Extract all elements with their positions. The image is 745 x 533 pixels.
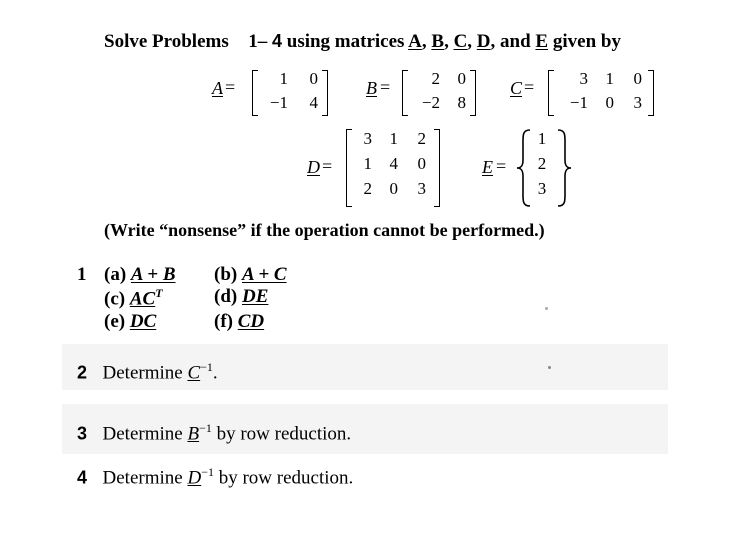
problem4-end: by row reduction. bbox=[218, 467, 354, 489]
nonsense-note: (Write “nonsense” if the operation cannot be performed.) bbox=[104, 220, 545, 240]
problem2-sup: −1 bbox=[200, 360, 213, 374]
matrix-d-cell: 1 bbox=[363, 154, 372, 173]
problem3-text: Determine bbox=[102, 423, 183, 445]
matrix-b-cell: 8 bbox=[457, 93, 466, 112]
header-middle: using matrices bbox=[286, 31, 405, 52]
header-range-end: 4 bbox=[271, 31, 282, 51]
problem1-part-e bbox=[104, 311, 156, 333]
vector-e-right-brace bbox=[556, 128, 572, 208]
matrix-d-cell: 3 bbox=[417, 179, 426, 198]
header-sep4: , and bbox=[490, 31, 531, 52]
problem3-sup: −1 bbox=[199, 421, 212, 435]
matrix-b-equals: = bbox=[380, 77, 391, 97]
matrix-a-cell: −1 bbox=[269, 93, 288, 112]
header-prefix: Solve Problems bbox=[104, 31, 229, 52]
matrix-b-cell: 2 bbox=[431, 69, 440, 88]
problem1-part-c bbox=[104, 286, 163, 310]
header-suffix: given by bbox=[552, 31, 621, 52]
matrix-c-cell: 3 bbox=[633, 93, 642, 112]
problem1-part-d bbox=[214, 286, 268, 308]
matrix-d-left-bracket bbox=[346, 129, 352, 207]
problem2-matrix: C bbox=[187, 362, 201, 384]
matrix-c-cell: 1 bbox=[605, 69, 614, 88]
matrix-d-cell: 1 bbox=[389, 129, 398, 148]
part-tag: (c) bbox=[104, 288, 126, 310]
problem4-number: 4 bbox=[77, 467, 88, 488]
header-matrix-c: C bbox=[453, 31, 468, 52]
matrix-b-label: B bbox=[366, 78, 377, 98]
problem2-line bbox=[77, 360, 218, 384]
problem3-line bbox=[77, 421, 351, 445]
scan-speck bbox=[545, 307, 548, 310]
problem4-matrix: D bbox=[187, 467, 202, 489]
matrix-c-left-bracket bbox=[548, 70, 554, 116]
matrix-b-cell: −2 bbox=[421, 93, 440, 112]
matrix-c-cell: 0 bbox=[605, 93, 614, 112]
part-tag: (a) bbox=[104, 264, 127, 285]
part-expr: AC bbox=[129, 288, 156, 310]
matrix-a-right-bracket bbox=[322, 70, 328, 116]
matrix-a-equals: = bbox=[225, 77, 236, 97]
vector-e-left-brace bbox=[516, 128, 532, 208]
matrix-a-cell: 0 bbox=[309, 69, 318, 88]
matrix-c-cell: −1 bbox=[569, 93, 588, 112]
part-tag: (f) bbox=[214, 311, 233, 332]
header-matrix-d: D bbox=[476, 31, 491, 52]
matrix-c-label: C bbox=[510, 78, 523, 98]
part-tag: (e) bbox=[104, 311, 126, 332]
matrix-d-cell: 3 bbox=[363, 129, 372, 148]
part-expr: DE bbox=[241, 286, 269, 307]
matrix-d-cell: 4 bbox=[389, 154, 398, 173]
matrix-d-cell: 2 bbox=[363, 179, 372, 198]
header-range-start: 1– bbox=[248, 31, 268, 52]
matrix-b-cell: 0 bbox=[457, 69, 466, 88]
part-expr: DC bbox=[129, 311, 157, 332]
part-sup: T bbox=[155, 286, 163, 300]
problem3-matrix: B bbox=[187, 423, 200, 445]
problem4-text: Determine bbox=[102, 467, 183, 489]
matrix-d-cell: 0 bbox=[389, 179, 398, 198]
vector-e-cell: 1 bbox=[537, 129, 547, 148]
matrix-c-cell: 3 bbox=[579, 69, 588, 88]
part-tag: (d) bbox=[214, 286, 238, 307]
part-expr: CD bbox=[237, 311, 265, 332]
matrix-d-cell: 2 bbox=[417, 129, 426, 148]
problem2-end: . bbox=[212, 362, 218, 384]
part-tag: (b) bbox=[214, 264, 238, 285]
header-sep2: , bbox=[444, 31, 449, 52]
header-sep1: , bbox=[421, 31, 427, 52]
problem3-end: by row reduction. bbox=[216, 423, 352, 445]
problem1-number: 1 bbox=[77, 264, 87, 285]
problem1-part-a bbox=[104, 264, 176, 286]
header-sep3: , bbox=[467, 31, 473, 52]
matrix-a-cell: 4 bbox=[309, 93, 318, 112]
matrix-d-right-bracket bbox=[434, 129, 440, 207]
part-expr: A + B bbox=[130, 264, 176, 285]
matrix-a-left-bracket bbox=[252, 70, 258, 116]
problem1-part-f bbox=[214, 311, 264, 333]
scan-speck bbox=[548, 366, 551, 369]
problem4-line bbox=[77, 465, 353, 489]
header-matrix-e: E bbox=[535, 31, 549, 52]
matrix-d-equals: = bbox=[322, 156, 333, 176]
header-line bbox=[104, 31, 621, 53]
matrix-d-cell: 0 bbox=[417, 154, 426, 173]
matrix-c-right-bracket bbox=[648, 70, 654, 116]
matrix-a-label: A bbox=[212, 78, 223, 98]
matrix-d-label: D bbox=[307, 157, 320, 177]
header-matrix-b: B bbox=[431, 31, 445, 52]
matrix-b-right-bracket bbox=[470, 70, 476, 116]
part-expr: A + C bbox=[241, 264, 287, 285]
matrix-c-cell: 0 bbox=[633, 69, 642, 88]
problem2-number: 2 bbox=[77, 362, 88, 383]
vector-e-equals: = bbox=[496, 156, 507, 176]
problem1-part-b bbox=[214, 264, 287, 286]
problem4-sup: −1 bbox=[201, 465, 214, 479]
header-matrix-a: A bbox=[408, 31, 422, 52]
matrix-c-equals: = bbox=[524, 77, 535, 97]
vector-e-cell: 3 bbox=[537, 179, 547, 198]
matrix-a-cell: 1 bbox=[279, 69, 288, 88]
vector-e-cell: 2 bbox=[537, 154, 547, 173]
vector-e-label: E bbox=[482, 157, 493, 177]
problem2-text: Determine bbox=[102, 362, 183, 384]
matrix-b-left-bracket bbox=[402, 70, 408, 116]
problem3-number: 3 bbox=[77, 423, 88, 444]
